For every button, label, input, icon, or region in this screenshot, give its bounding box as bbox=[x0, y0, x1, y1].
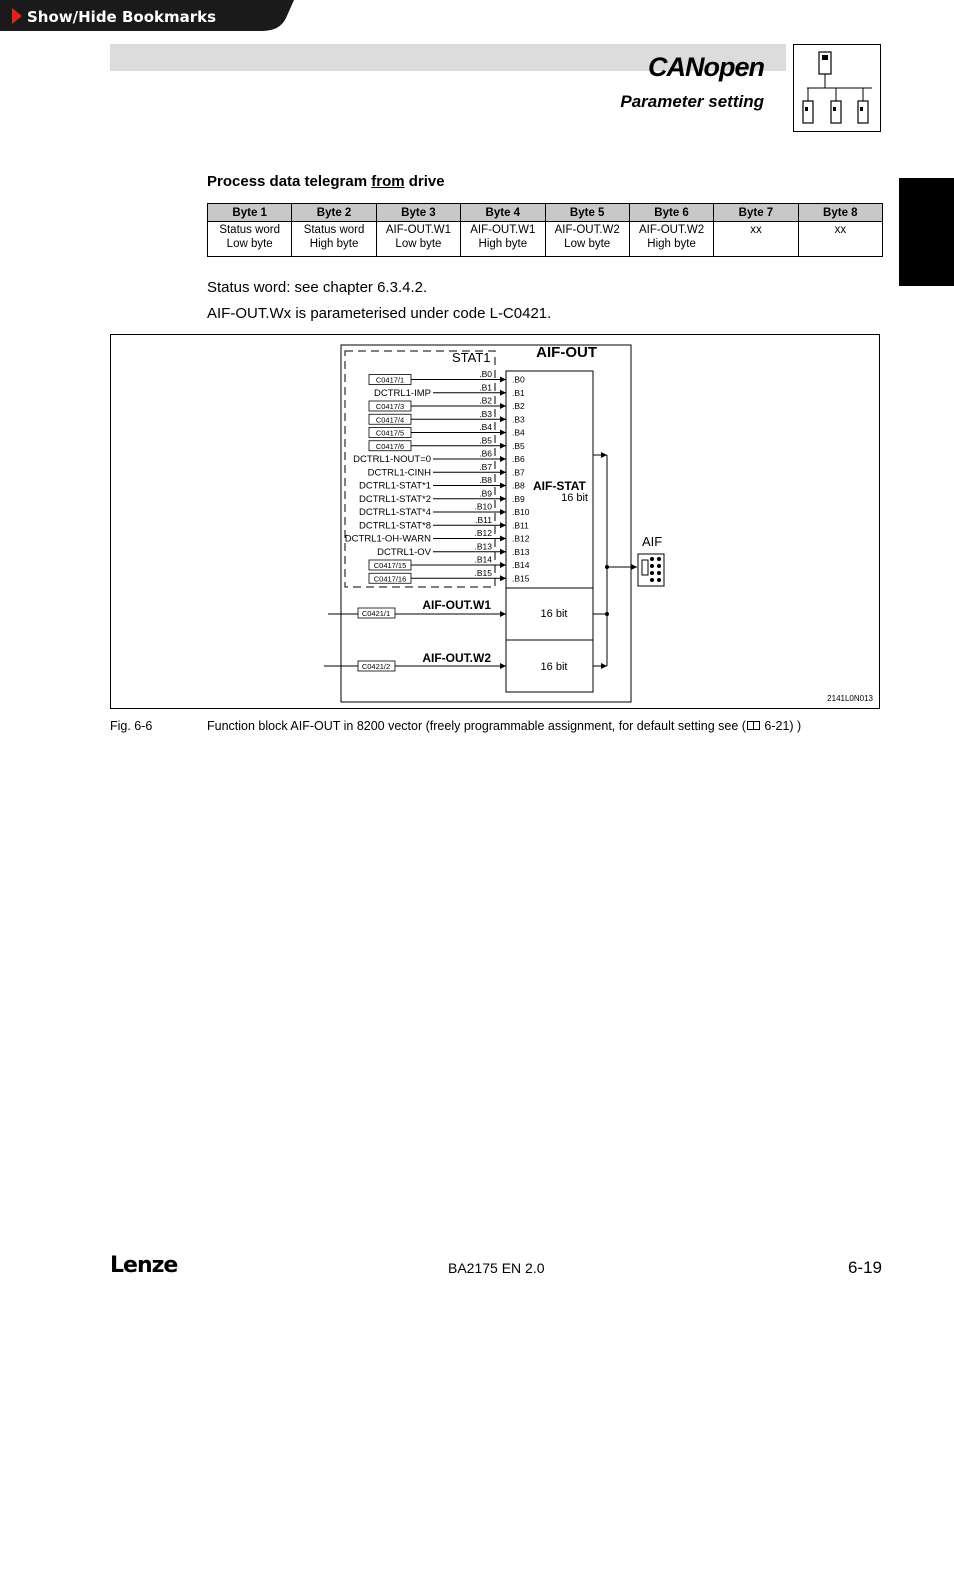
w1-bits: 16 bit bbox=[540, 608, 568, 620]
aif-connector-icon bbox=[638, 554, 664, 586]
arrow-icon bbox=[500, 496, 506, 502]
aif-stat-bits: 16 bit bbox=[561, 492, 588, 504]
book-icon bbox=[747, 721, 760, 730]
table-cell: Status word High byte bbox=[292, 222, 376, 257]
aif-stat-bit-label: .B0 bbox=[512, 374, 525, 385]
page-number: 6-19 bbox=[847, 1258, 882, 1277]
lenze-logo: Lenze bbox=[110, 1253, 178, 1278]
arrow-icon bbox=[500, 562, 506, 568]
input-signal-label: DCTRL1-OH-WARN bbox=[344, 533, 431, 545]
table-header-cell: Byte 7 bbox=[714, 204, 798, 222]
arrow-icon bbox=[500, 509, 506, 515]
table-header-cell: Byte 1 bbox=[208, 204, 292, 222]
arrow-icon bbox=[500, 390, 506, 396]
table-cell: xx bbox=[798, 222, 882, 257]
input-signal-label: C0417/4 bbox=[375, 415, 405, 425]
bit-label: .B6 bbox=[479, 448, 492, 459]
bit-label: .B9 bbox=[479, 488, 492, 499]
table-cell: xx bbox=[714, 222, 798, 257]
bit-label: .B15 bbox=[474, 567, 492, 578]
aif-stat-bit-label: .B1 bbox=[512, 387, 525, 398]
arrow-icon bbox=[500, 416, 506, 422]
input-signal-label: DCTRL1-STAT*8 bbox=[359, 520, 431, 532]
drawing-id: 2141L0N013 bbox=[827, 694, 873, 703]
arrow-icon bbox=[500, 549, 506, 555]
bit-label: .B7 bbox=[479, 461, 492, 472]
input-signal-label: C0417/1 bbox=[375, 375, 405, 385]
aif-out-note: AIF-OUT.Wx is parameterised under code L-C0421. bbox=[207, 305, 552, 322]
stat-label: STAT1 bbox=[452, 350, 491, 365]
page-subtitle: Parameter setting bbox=[620, 92, 764, 111]
arrow-icon bbox=[500, 377, 506, 383]
bit-label: .B3 bbox=[479, 408, 492, 419]
arrow-icon bbox=[500, 456, 506, 462]
table-header-cell: Byte 3 bbox=[376, 204, 460, 222]
aif-stat-bit-label: .B15 bbox=[512, 573, 530, 584]
input-signal-label: DCTRL1-IMP bbox=[373, 387, 431, 399]
status-word-note: Status word: see chapter 6.3.4.2. bbox=[207, 279, 428, 296]
aif-stat-bit-label: .B6 bbox=[512, 454, 525, 464]
bit-label: .B13 bbox=[474, 541, 492, 552]
table-header-cell: Byte 6 bbox=[629, 204, 713, 222]
arrow-icon bbox=[500, 575, 506, 581]
arrow-icon bbox=[500, 430, 506, 436]
input-signal-label: C0417/5 bbox=[375, 428, 405, 438]
bit-label: .B14 bbox=[474, 554, 492, 565]
bit-label: .B8 bbox=[479, 475, 492, 485]
aif-label: AIF bbox=[642, 534, 663, 549]
aif-stat-bit-label: .B13 bbox=[512, 546, 530, 557]
bit-label: .B11 bbox=[475, 514, 492, 525]
arrow-icon bbox=[500, 469, 506, 475]
table-cell: Status word Low byte bbox=[208, 222, 292, 257]
arrow-icon bbox=[500, 443, 506, 449]
arrow-icon bbox=[500, 522, 506, 528]
document-id: BA2175 EN 2.0 bbox=[448, 1260, 545, 1276]
bit-label: .B5 bbox=[479, 435, 492, 446]
aif-stat-bit-label: .B10 bbox=[512, 507, 530, 517]
table-row bbox=[208, 222, 883, 257]
figure-label: Fig. 6-6 bbox=[110, 719, 153, 733]
aif-stat-bit-label: .B14 bbox=[512, 560, 530, 570]
input-signal-label: DCTRL1-STAT*2 bbox=[359, 493, 431, 505]
w1-code-box: C0421/1 bbox=[361, 609, 391, 618]
input-signal-label: C0417/3 bbox=[375, 402, 405, 411]
bit-label: .B10 bbox=[474, 501, 492, 512]
input-signal-label: DCTRL1-STAT*1 bbox=[359, 480, 431, 492]
bookmarks-label: Show/Hide Bookmarks bbox=[27, 8, 217, 26]
aif-stat-label: AIF-STAT bbox=[533, 479, 586, 493]
show-hide-bookmarks-button[interactable] bbox=[0, 0, 294, 31]
aif-stat-bit-label: .B11 bbox=[512, 520, 529, 531]
table-cell: AIF-OUT.W1 High byte bbox=[461, 222, 545, 257]
aif-stat-bit-label: .B2 bbox=[512, 401, 525, 411]
bit-label: .B4 bbox=[479, 422, 492, 432]
block-title: AIF-OUT bbox=[536, 344, 597, 361]
chapter-tab-marker bbox=[899, 178, 954, 286]
input-signal-label: C0417/15 bbox=[373, 561, 407, 570]
input-signal-label: C0417/16 bbox=[373, 574, 407, 584]
w2-bits: 16 bit bbox=[540, 661, 568, 673]
table-header-cell: Byte 5 bbox=[545, 204, 629, 222]
input-signal-label: DCTRL1-CINH bbox=[367, 467, 431, 479]
telegram-table bbox=[207, 203, 883, 257]
table-cell: AIF-OUT.W2 Low byte bbox=[545, 222, 629, 257]
bit-label: .B2 bbox=[479, 395, 492, 406]
w2-label: AIF-OUT.W2 bbox=[422, 651, 491, 665]
input-signal-label: DCTRL1-NOUT=0 bbox=[353, 454, 431, 465]
bit-label: .B12 bbox=[474, 528, 492, 538]
w2-code-box: C0421/2 bbox=[361, 662, 391, 671]
table-cell: AIF-OUT.W2 High byte bbox=[629, 222, 713, 257]
input-signal-label: C0417/6 bbox=[375, 441, 405, 451]
aif-stat-bit-label: .B9 bbox=[512, 493, 525, 504]
table-cell: AIF-OUT.W1 Low byte bbox=[376, 222, 460, 257]
arrow-icon bbox=[500, 403, 506, 409]
aif-stat-bit-label: .B5 bbox=[512, 440, 525, 451]
aif-stat-bit-label: .B3 bbox=[512, 414, 525, 425]
telegram-header-row bbox=[208, 204, 883, 222]
table-header-cell: Byte 8 bbox=[798, 204, 882, 222]
aif-stat-bit-label: .B4 bbox=[512, 427, 525, 438]
section-heading: Process data telegram from drive bbox=[207, 173, 445, 190]
aif-stat-bit-label: .B12 bbox=[512, 533, 530, 544]
network-topology-icon bbox=[793, 44, 881, 132]
table-header-cell: Byte 4 bbox=[461, 204, 545, 222]
arrow-icon bbox=[500, 536, 506, 542]
bit-label: .B0 bbox=[479, 369, 492, 379]
page-title: CANopen bbox=[648, 52, 764, 82]
aif-out-function-block-diagram bbox=[110, 334, 880, 709]
figure-caption: Function block AIF-OUT in 8200 vector (freely programmable assignment, for default setting see ( 6-21) ) bbox=[207, 719, 802, 733]
aif-stat-bit-label: .B8 bbox=[512, 480, 525, 491]
w1-label: AIF-OUT.W1 bbox=[422, 598, 491, 612]
input-signal-label: DCTRL1-STAT*4 bbox=[359, 507, 431, 518]
aif-stat-bit-label: .B7 bbox=[512, 467, 525, 478]
bit-label: .B1 bbox=[479, 382, 492, 393]
input-signal-label: DCTRL1-OV bbox=[377, 546, 431, 558]
table-header-cell: Byte 2 bbox=[292, 204, 376, 222]
arrow-icon bbox=[500, 483, 506, 489]
